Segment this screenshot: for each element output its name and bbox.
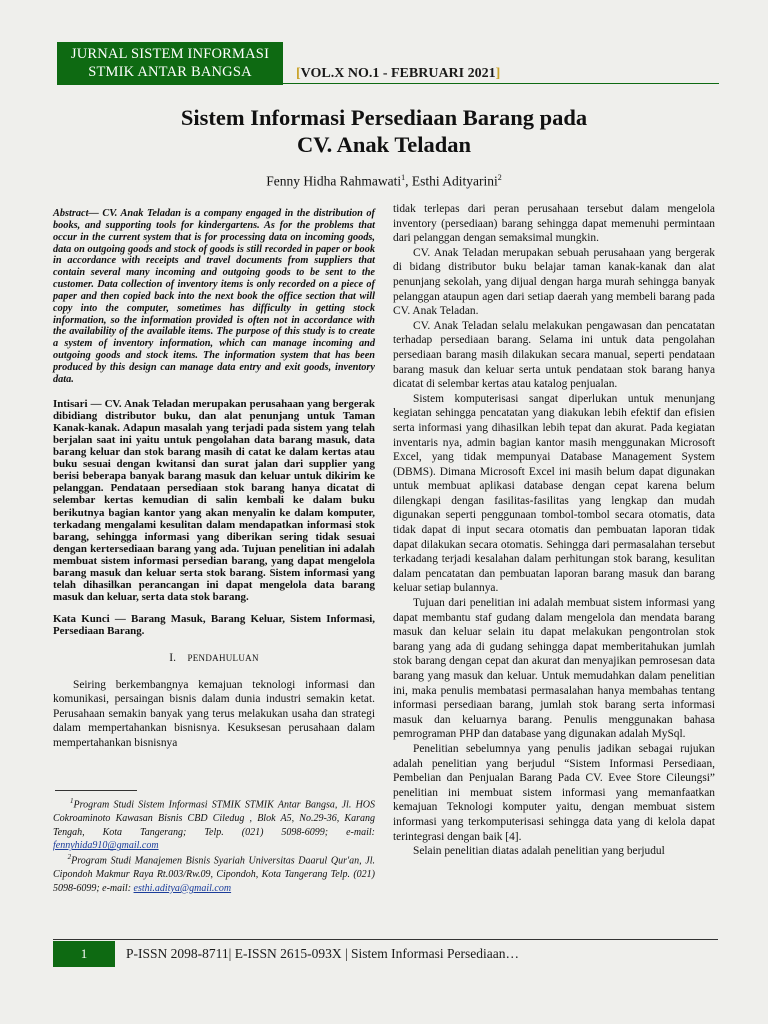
volume-label: [VOL.X NO.1 - FEBRUARI 2021] (296, 66, 501, 81)
abstract: Abstract— CV. Anak Teladan is a company engaged in the distribution of books, and supporting tools for kindergartens. As for the problems that occur in the current system that is for processing data on incoming goods, data on outgoing goods and stock of goods is still recorded in paper or book in accordance with receipts and travel documents from suppliers that contain several many incoming and outgoing goods to be sent to the customer. Data collection of inventory items is only recorded on a piece of paper and then copied back into the next book the office section that will copy into the computer, sometimes has difficulty in getting stock information, so the information provided is often not in accordance with the availability of the available items. The purpose of this study is to create a system of inventory information, which can manage incoming and outgoing goods and stock items. The information system that has been produced by this design can manage data entry and exit goods, inventory data. (53, 208, 375, 385)
right-column (393, 202, 715, 859)
page-number-box (53, 941, 115, 967)
paragraph: Penelitian sebelumnya yang penulis jadikan sebagai rujukan adalah penelitian yang berjudul “Sistem Informasi Persediaan, Pembelian dan Penjualan Barang Pada CV. Evee Store Cileungsi” penelitian ini membuat sistem informasi yang memanfaatkan kemajuan Teknologi komputer yaitu, dengan membuat sistem informasi yang terkomputerisasi sehingga data yang di kelola dapat terintegrasi dengan baik [4]. (393, 742, 715, 843)
paper-title-line1: Sistem Informasi Persediaan Barang pada (180, 105, 588, 130)
keywords: Kata Kunci — Barang Masuk, Barang Keluar, Sistem Informasi, Persediaan Barang. (53, 613, 375, 638)
intro-paragraph: Seiring berkembangnya kemajuan teknologi informasi dan komunikasi, persaingan bisnis dalam dunia industri semakin ketat. Perusahaan semakin banyak yang terus melakukan usaha dan strategi dalam mempertahankan bisnisnya. Kesuksesan perusahaan dalam mempertahankan bisnisnya (53, 678, 375, 749)
footnote-2: $^2$Program Studi Manajemen Bisnis Syariah Universitas Daarul Qur'an, Jl. Cipondoh Makmur Raya Rt.003/Rw.09, Cipondoh, Kota Tangerang Telp. (021) 5098-6099; e-mail: esthi.aditya@gmail.com (53, 853, 375, 894)
paragraph: Selain penelitian diatas adalah penelitian yang berjudul (413, 845, 665, 858)
page-number: 1 (80, 946, 88, 961)
email-link-1[interactable]: fennyhida910@gmail.com (53, 840, 159, 852)
authors: Fenny Hidha Rahmawati$^1$, Esthi Adityarini$^2$ (266, 173, 502, 189)
intisari: Intisari — CV. Anak Teladan merupakan perusahaan yang bergerak dibidiang distributor buku, dan alat penunjang untuk Taman Kanak-kanak. Adapun masalah yang terjadi pada sistem yang telah berjalan saat ini yaitu untuk pengolahan data barang masuk, data barang keluar dan stok barang masih di catat ke dalam kertas atau buku sesuai dengan kwitansi dan surat jalan dari supplier yang berisi beberapa banyak barang masuk dan keluar untuk dikirim ke pelanggan. Pendataan persediaan stok barang hanya dicatat di selembar kertas kemudian di salin kembali ke dalam buku berikutnya bagian kantor yang akan menyalin ke dalam komputer, terkadang mengalami kesulitan dalam mendapatkan informasi stok barang, sehingga informasi yang diberikan sering tidak sesuai dengan kertersediaan barang yang ada. Tujuan penelitian ini adalah membuat sistem informasi persedian barang, yang dapat mengelola barang masuk dan keluar serta stok barang. Sistem informasi yang telah dihasilkan perancangan ini dapat mengelola data barang masuk dan keluar, serta data stok barang. (53, 397, 375, 604)
journal-name-line2: STMIK ANTAR BANGSA (88, 64, 252, 80)
paragraph: CV. Anak Teladan selalu melakukan pengawasan dan pencatatan terhadap persediaan barang. Selama ini untuk data pengolahan persediaan barang masih dilakukan secara manual, seperti pendataan barang masuk dan keluar serta untuk pendataan stok barang hanya dicatat di selembar kertas atau katalog penjualan. (393, 319, 715, 391)
left-column (53, 208, 375, 751)
email-link-2[interactable]: esthi.aditya@gmail.com (133, 882, 232, 894)
paper-title-line2: CV. Anak Teladan (296, 132, 472, 157)
section-title: PENDAHULUAN (187, 653, 259, 664)
paragraph: CV. Anak Teladan merupakan sebuah perusahaan yang bergerak di bidang distributor buku belajar taman kanak-kanak dan alat penunjang sekolah, yang dijual dengan harga murah sehingga banyak pelanggan ataupun agen dari setiap daerah yang membeli barang pada CV. Anak Teladan. (393, 246, 715, 318)
header-divider (283, 83, 719, 84)
author-2: Esthi Adityarini (411, 173, 498, 189)
footnote-1: $^1$Program Studi Sistem Informasi STMIK STMIK Antar Bangsa, Jl. HOS Cokroaminoto Kawasan Bisnis CBD Ciledug , Blok A5, No.29-36, Karang Tengah, Kota Tangerang; Telp. (021) 5098-6099; e-mail: fennyhida910@gmail.com (53, 797, 376, 852)
footer-divider (53, 939, 718, 940)
footnote-divider (55, 790, 137, 791)
paragraph: Sistem komputerisasi sangat diperlukan untuk menunjang kegiatan sehingga pencatatan yang diakukan lebih efektif dan efisien serta informasi yang dihasilkan lebih tepat dan akurat. Pada kegiatan inventaris nya, admin bagian kantor masih menggunakan Microsoft Excel, yang tidak mempunyai Database Management System (DBMS). Dimana Microsoft Excel ini masih belum dapat digunakan untuk membuat aplikasi database dengan cepat karena belum dilengkapi dengan fasilitas-fasilitas yang lengkap dan mudah digunakan seperti penggunaan tombol-tombol secara otomatis, data tidak dapat di input secara otomatis dan pembuatan laporan tidak dapat dilakukan secara otomatis. Sehingga dari permasalahan tersebut terkadang terjadi kesalahan dalam perhitungan stok barang, kesulitan dalam pencatatan dan pembuatan laporan barang masuk dan barang keluar setiap bulannya. (393, 392, 715, 595)
author-1: Fenny Hidha Rahmawati (266, 173, 402, 189)
volume-text: VOL.X NO.1 - FEBRUARI 2021 (300, 66, 496, 81)
paragraph: Tujuan dari penelitian ini adalah membuat sistem informasi yang dapat membantu staf gudang dalam mengelola dan mendata barang masuk dan keluar selain itu dapat melakukan pengontrolan stok barang yang ada di gudang sehingga dapat memberitahukan jumlah stok barang dengan cepat dan akurat dan menyajikan pemrosesan data barang yang masuk dan keluar. Untuk memudahkan dalam penelitian ini, maka penulis membatasi permasalahan hanya membahas tentang informasi persediaan barang, jumlah stok barang serta informasi masuk dan keluarnya barang. Penulis menggunakan bahasa pemrograman PHP dan database yang digunakan adalah MySql. (393, 597, 715, 741)
journal-name-line1: JURNAL SISTEM INFORMASI (70, 46, 270, 62)
paragraph: tidak terlepas dari peran perusahaan tersebut dalam mengelola inventory (persediaan) barang sehingga dapat memenuhi permintaan dari pelanggan dengan semaksimal mungkin. (393, 203, 715, 245)
footer-text: P-ISSN 2098-8711| E-ISSN 2615-093X | Sistem Informasi Persediaan… (126, 946, 520, 961)
journal-name-box (57, 42, 283, 85)
section-heading: I. PENDAHULUAN (169, 652, 259, 665)
